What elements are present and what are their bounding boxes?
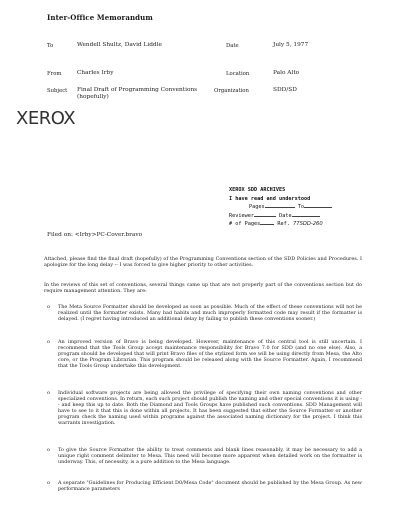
stamp-num-pages-label: # of Pages xyxy=(229,221,261,227)
archive-stamp xyxy=(229,186,332,229)
subject-label: Subject xyxy=(47,88,68,94)
to-label: To xyxy=(47,43,54,49)
list-bullet: o xyxy=(47,480,51,486)
list-item xyxy=(47,339,362,370)
list-bullet: o xyxy=(47,447,51,453)
organization-label: Organization xyxy=(214,88,249,94)
stamp-reviewer-label: Reviewer xyxy=(229,212,254,219)
subject-value-line1: Final Draft of Programming Conventions xyxy=(77,87,198,93)
stamp-ref-label: Ref. xyxy=(277,221,290,227)
stamp-line1: XEROX SDD ARCHIVES xyxy=(229,187,286,193)
stamp-ref-value: 77SDD-260 xyxy=(292,221,323,227)
reviews-paragraph: In the reviews of this set of conventions, several things came up that are not properly part of the conventions section but do require management attention. They are: xyxy=(44,282,362,295)
filed-on-line: Filed on: <Irby>PC-Cover.bravo xyxy=(47,232,143,238)
list-item xyxy=(47,390,362,427)
date-value: July 5, 1977 xyxy=(273,42,309,48)
list-item xyxy=(47,480,362,493)
memo-title: Inter-Office Memorandum xyxy=(47,13,153,22)
stamp-line2: I have read and understood xyxy=(229,195,311,202)
from-label: From xyxy=(47,71,62,77)
location-value: Palo Alto xyxy=(273,70,300,76)
xerox-logo: XEROX xyxy=(16,108,76,129)
stamp-to-label: To xyxy=(297,204,304,210)
list-item xyxy=(47,447,362,466)
stamp-reviewer-row xyxy=(229,212,332,221)
list-item-text: The Meta Source Formatter should be developed as soon as possible. Much of the effect of these conventions will not be realized until the formatter exists. Many bad habits and much improperly formatted code may result if the formatter is delayed. (I regret having introduced an additional delay by failing to publish these conventions sooner.) xyxy=(58,304,362,323)
organization-value: SDD/SD xyxy=(273,87,297,93)
list-bullet: o xyxy=(47,390,51,396)
stamp-date-label: Date xyxy=(279,212,292,219)
date-label: Date xyxy=(226,43,239,49)
list-item-text: A separate "Guidelines for Producing Efficient D0/Mesa Code" document should be published by the Mesa Group. As new performance parameters xyxy=(58,480,362,493)
to-value: Wendell Shultz, David Liddle xyxy=(77,42,162,48)
intro-paragraph: Attached, please find the final draft (hopefully) of the Programming Conventions section of the SDD Policies and Procedures. I apologize for the long delay -- I was forced to give higher priority to other activities. xyxy=(44,256,362,269)
stamp-pages-row xyxy=(229,203,332,212)
list-bullet: o xyxy=(47,304,51,310)
list-bullet: o xyxy=(47,339,51,345)
from-value: Charles Irby xyxy=(77,70,114,76)
list-item-text: An improved version of Bravo is being developed. However, maintenance of this central tool is still uncertain. I recommend that the Tools Group accept maintenance responsibility for Bravo 7.0 for SDD (and no one else). Also, a program should be developed that will print Bravo files of the stylized form we will be using directly from Mesa, the Alto core, or the Program Librarian. This program should be released along with the Source Formatter. Again, I recommend that the Tools Group undertake this development. xyxy=(58,339,362,370)
list-item-text: Individual software projects are being allowed the privilege of specifying their own naming conventions and other specialized conventions. In return, each such project should publish the naming and other special conventions it is using -- and keep this up to date. Both the Diamond and Tools Groups have published such conventions. SDD Management will have to see to it that this is done within all projects. It has been suggested that either the Source Formatter or another program check the naming used within programs against the associated naming dictionary for the project. I think this warrants investigation. xyxy=(58,390,362,427)
location-label: Location xyxy=(226,71,250,77)
list-item xyxy=(47,304,362,323)
stamp-pages-label: Pages xyxy=(249,204,265,210)
stamp-pages-count-row xyxy=(229,220,332,229)
subject-value-line2: (hopefully) xyxy=(77,94,109,100)
list-item-text: To give the Source Formatter the ability to treat comments and blank lines reasonably, it may be necessary to add a unique right comment delimiter to Mesa. This need will become more apparent when detailed work on the formatter is underway. This, of necessity, is a pure addition to the Mesa language. xyxy=(58,447,362,466)
